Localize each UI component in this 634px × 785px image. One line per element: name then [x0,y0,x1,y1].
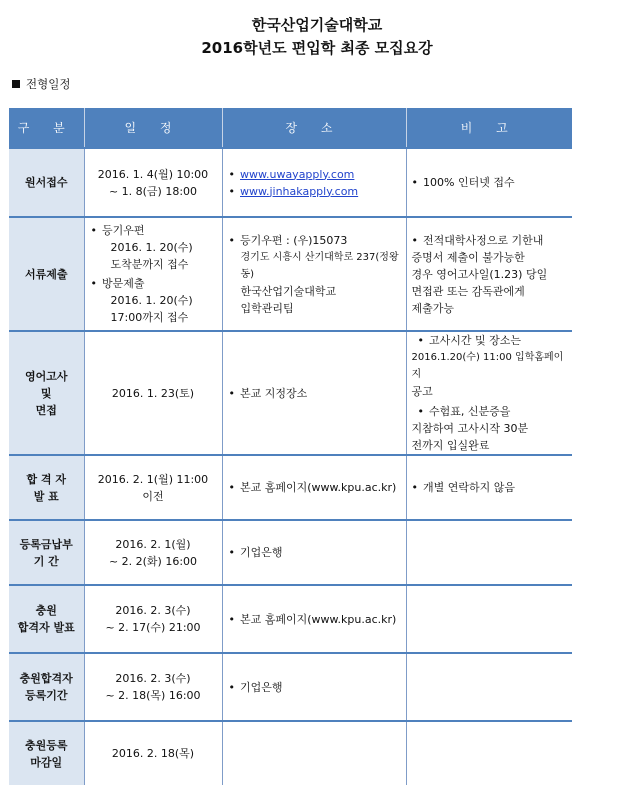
row-note [406,585,572,653]
row-note: • 개별 연락하지 않음 [406,455,572,520]
document-subtitle: 2016학년도 편입학 최종 모집요강 [201,39,433,57]
row-note [406,721,572,785]
row-location: • 본교 지정장소 [222,331,406,455]
row-schedule: 2016. 2. 1(월) 11:00 이전 [84,455,222,520]
row-schedule: 2016. 2. 3(수) ~ 2. 18(목) 16:00 [84,653,222,721]
row-category: 영어고사 및 면접 [9,331,84,455]
row-location: • 기업은행 [222,653,406,721]
table-row [9,331,572,455]
row-category: 합 격 자 발 표 [9,455,84,520]
row-schedule: 2016. 1. 23(토) [84,331,222,455]
row-category: 등록금납부 기 간 [9,520,84,585]
row-category: 원서접수 [9,148,84,217]
header-schedule: 일 정 [84,108,222,148]
table-row [9,148,572,217]
table-row [9,455,572,520]
table-row [9,520,572,585]
row-location: • 본교 홈페이지(www.kpu.ac.kr) [222,585,406,653]
row-schedule: 2016. 1. 4(월) 10:00 ~ 1. 8(금) 18:00 [84,148,222,217]
row-category: 충원등록 마감일 [9,721,84,785]
row-schedule: 2016. 2. 3(수) ~ 2. 17(수) 21:00 [84,585,222,653]
header-location: 장 소 [222,108,406,148]
row-schedule: 2016. 2. 18(목) [84,721,222,785]
row-note: • 고사시간 및 장소는 2016.1.20(수) 11:00 입학홈페이지 공고 • 수험표, 신분증을 지참하여 고사시작 30분 전까지 입실완료 [406,331,572,455]
jinhakapply-link[interactable]: www.jinhakapply.com [240,184,359,198]
table-row [9,585,572,653]
header-category: 구 분 [9,108,84,148]
square-bullet-icon [12,80,20,88]
table-header-row [9,108,572,148]
table-row [9,721,572,785]
row-note: • 전적대학사정으로 기한내 증명서 제출이 불가능한 경우 영어고사일(1.23) 당일 면접관 또는 감독관에게 제출가능 [406,217,572,331]
row-note: • 100% 인터넷 접수 [406,148,572,217]
row-schedule: 2016. 2. 1(월) ~ 2. 2(화) 16:00 [84,520,222,585]
row-location: • 기업은행 [222,520,406,585]
row-location [222,721,406,785]
row-note [406,653,572,721]
row-category: 서류제출 [9,217,84,331]
uwayapply-link[interactable]: www.uwayapply.com [240,167,355,181]
row-category: 충원 합격자 발표 [9,585,84,653]
row-note [406,520,572,585]
row-location: • 본교 홈페이지(www.kpu.ac.kr) [222,455,406,520]
table-row [9,653,572,721]
row-category: 충원합격자 등록기간 [9,653,84,721]
row-location [222,148,406,217]
row-schedule: • 등기우편 2016. 1. 20(수) 도착분까지 접수 • 방문제출 2016. 1. 20(수) 17:00까지 접수 [84,217,222,331]
header-note: 비 고 [406,108,572,148]
schedule-table [9,108,572,785]
table-row [9,217,572,331]
row-location: • 등기우편 : (우)15073 경기도 시흥시 산기대학로 237(정왕동) 한국산업기술대학교 입학관리팀 [222,217,406,331]
document-title: 한국산업기술대학교 [251,16,383,34]
section-heading [12,76,70,92]
section-title: 전형일정 [26,77,71,91]
